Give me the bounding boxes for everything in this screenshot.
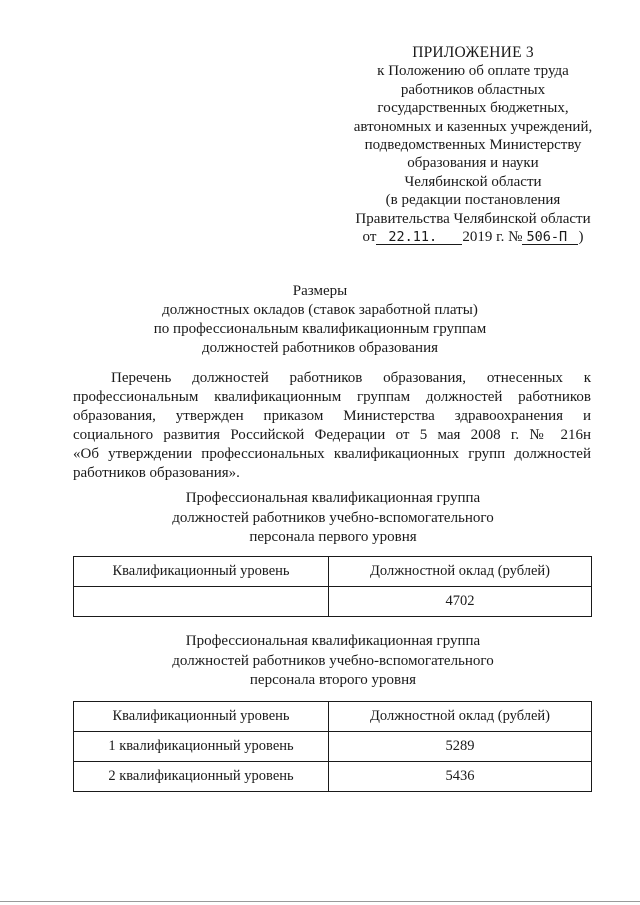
heading-line: Размеры (292, 283, 348, 299)
group-title-second-level (0, 632, 640, 691)
date-prefix: от (362, 229, 377, 246)
document-heading (0, 282, 640, 358)
closing-paren: ) (578, 229, 584, 246)
group-title-line: персонала второго уровня (249, 672, 417, 688)
group-title-line: Профессиональная квалификационная группа (185, 633, 481, 649)
appendix-line: Челябинской области (404, 173, 542, 190)
intro-line: Перечень должностей работников образования, отнесенных к (111, 370, 591, 386)
heading-line: должностных окладов (ставок заработной платы) (162, 302, 478, 318)
group-title-line: персонала первого уровня (249, 529, 417, 545)
appendix-date-line (318, 228, 628, 246)
handwritten-number: 506-П (522, 230, 578, 245)
group-title-line: должностей работников учебно-вспомогательного (172, 509, 494, 526)
group-title-line: Профессиональная квалификационная группа (185, 490, 481, 506)
table-header-cell: Должностной оклад (рублей) (329, 702, 592, 732)
appendix-line: к Положению об оплате труда (377, 63, 569, 80)
appendix-line: подведомственных Министерству (364, 137, 582, 154)
table-header-cell: Должностной оклад (рублей) (329, 557, 592, 587)
group-title-first-level (0, 489, 640, 548)
table-header-row (74, 702, 592, 732)
table-header-row (74, 557, 592, 587)
appendix-line: автономных и казенных учреждений, (353, 118, 593, 135)
handwritten-date: 22.11. (376, 230, 462, 245)
intro-line: профессиональным квалификационным группам должностей работников (73, 389, 591, 405)
group-title-line: должностей работников учебно-вспомогательного (172, 652, 494, 669)
appendix-line: работников областных (400, 81, 546, 98)
table-cell-salary: 5436 (329, 762, 592, 792)
table-header-cell: Квалификационный уровень (74, 702, 329, 732)
appendix-header (318, 44, 628, 246)
intro-line: социального развития Российской Федерации от 5 мая 2008 г. № 216н (73, 427, 591, 443)
salary-table-second-level (73, 701, 592, 792)
table-cell-level: 2 квалификационный уровень (74, 762, 329, 792)
heading-line: по профессиональным квалификационным группам (153, 321, 487, 337)
table-cell-level: 1 квалификационный уровень (74, 732, 329, 762)
intro-line: «Об утверждении профессиональных квалификационных групп должностей (73, 446, 591, 462)
appendix-line: образования и науки (407, 155, 539, 172)
heading-line: должностей работников образования (201, 340, 438, 356)
appendix-line: государственных бюджетных, (377, 100, 569, 117)
table-cell-level (74, 587, 329, 617)
table-header-cell: Квалификационный уровень (74, 557, 329, 587)
page-bottom-edge (0, 901, 640, 902)
appendix-line: (в редакции постановления (385, 192, 561, 209)
table-row (74, 587, 592, 617)
appendix-line: Правительства Челябинской области (355, 210, 591, 227)
salary-table-first-level (73, 556, 592, 617)
intro-paragraph (73, 369, 591, 483)
intro-line: образования, утвержден приказом Министерства здравоохранения и (73, 408, 591, 424)
intro-line: работников образования». (73, 465, 240, 481)
table-row (74, 732, 592, 762)
appendix-title: ПРИЛОЖЕНИЕ 3 (412, 44, 534, 61)
table-cell-salary: 5289 (329, 732, 592, 762)
date-suffix: 2019 г. № (462, 229, 523, 246)
table-row (74, 762, 592, 792)
table-cell-salary: 4702 (329, 587, 592, 617)
